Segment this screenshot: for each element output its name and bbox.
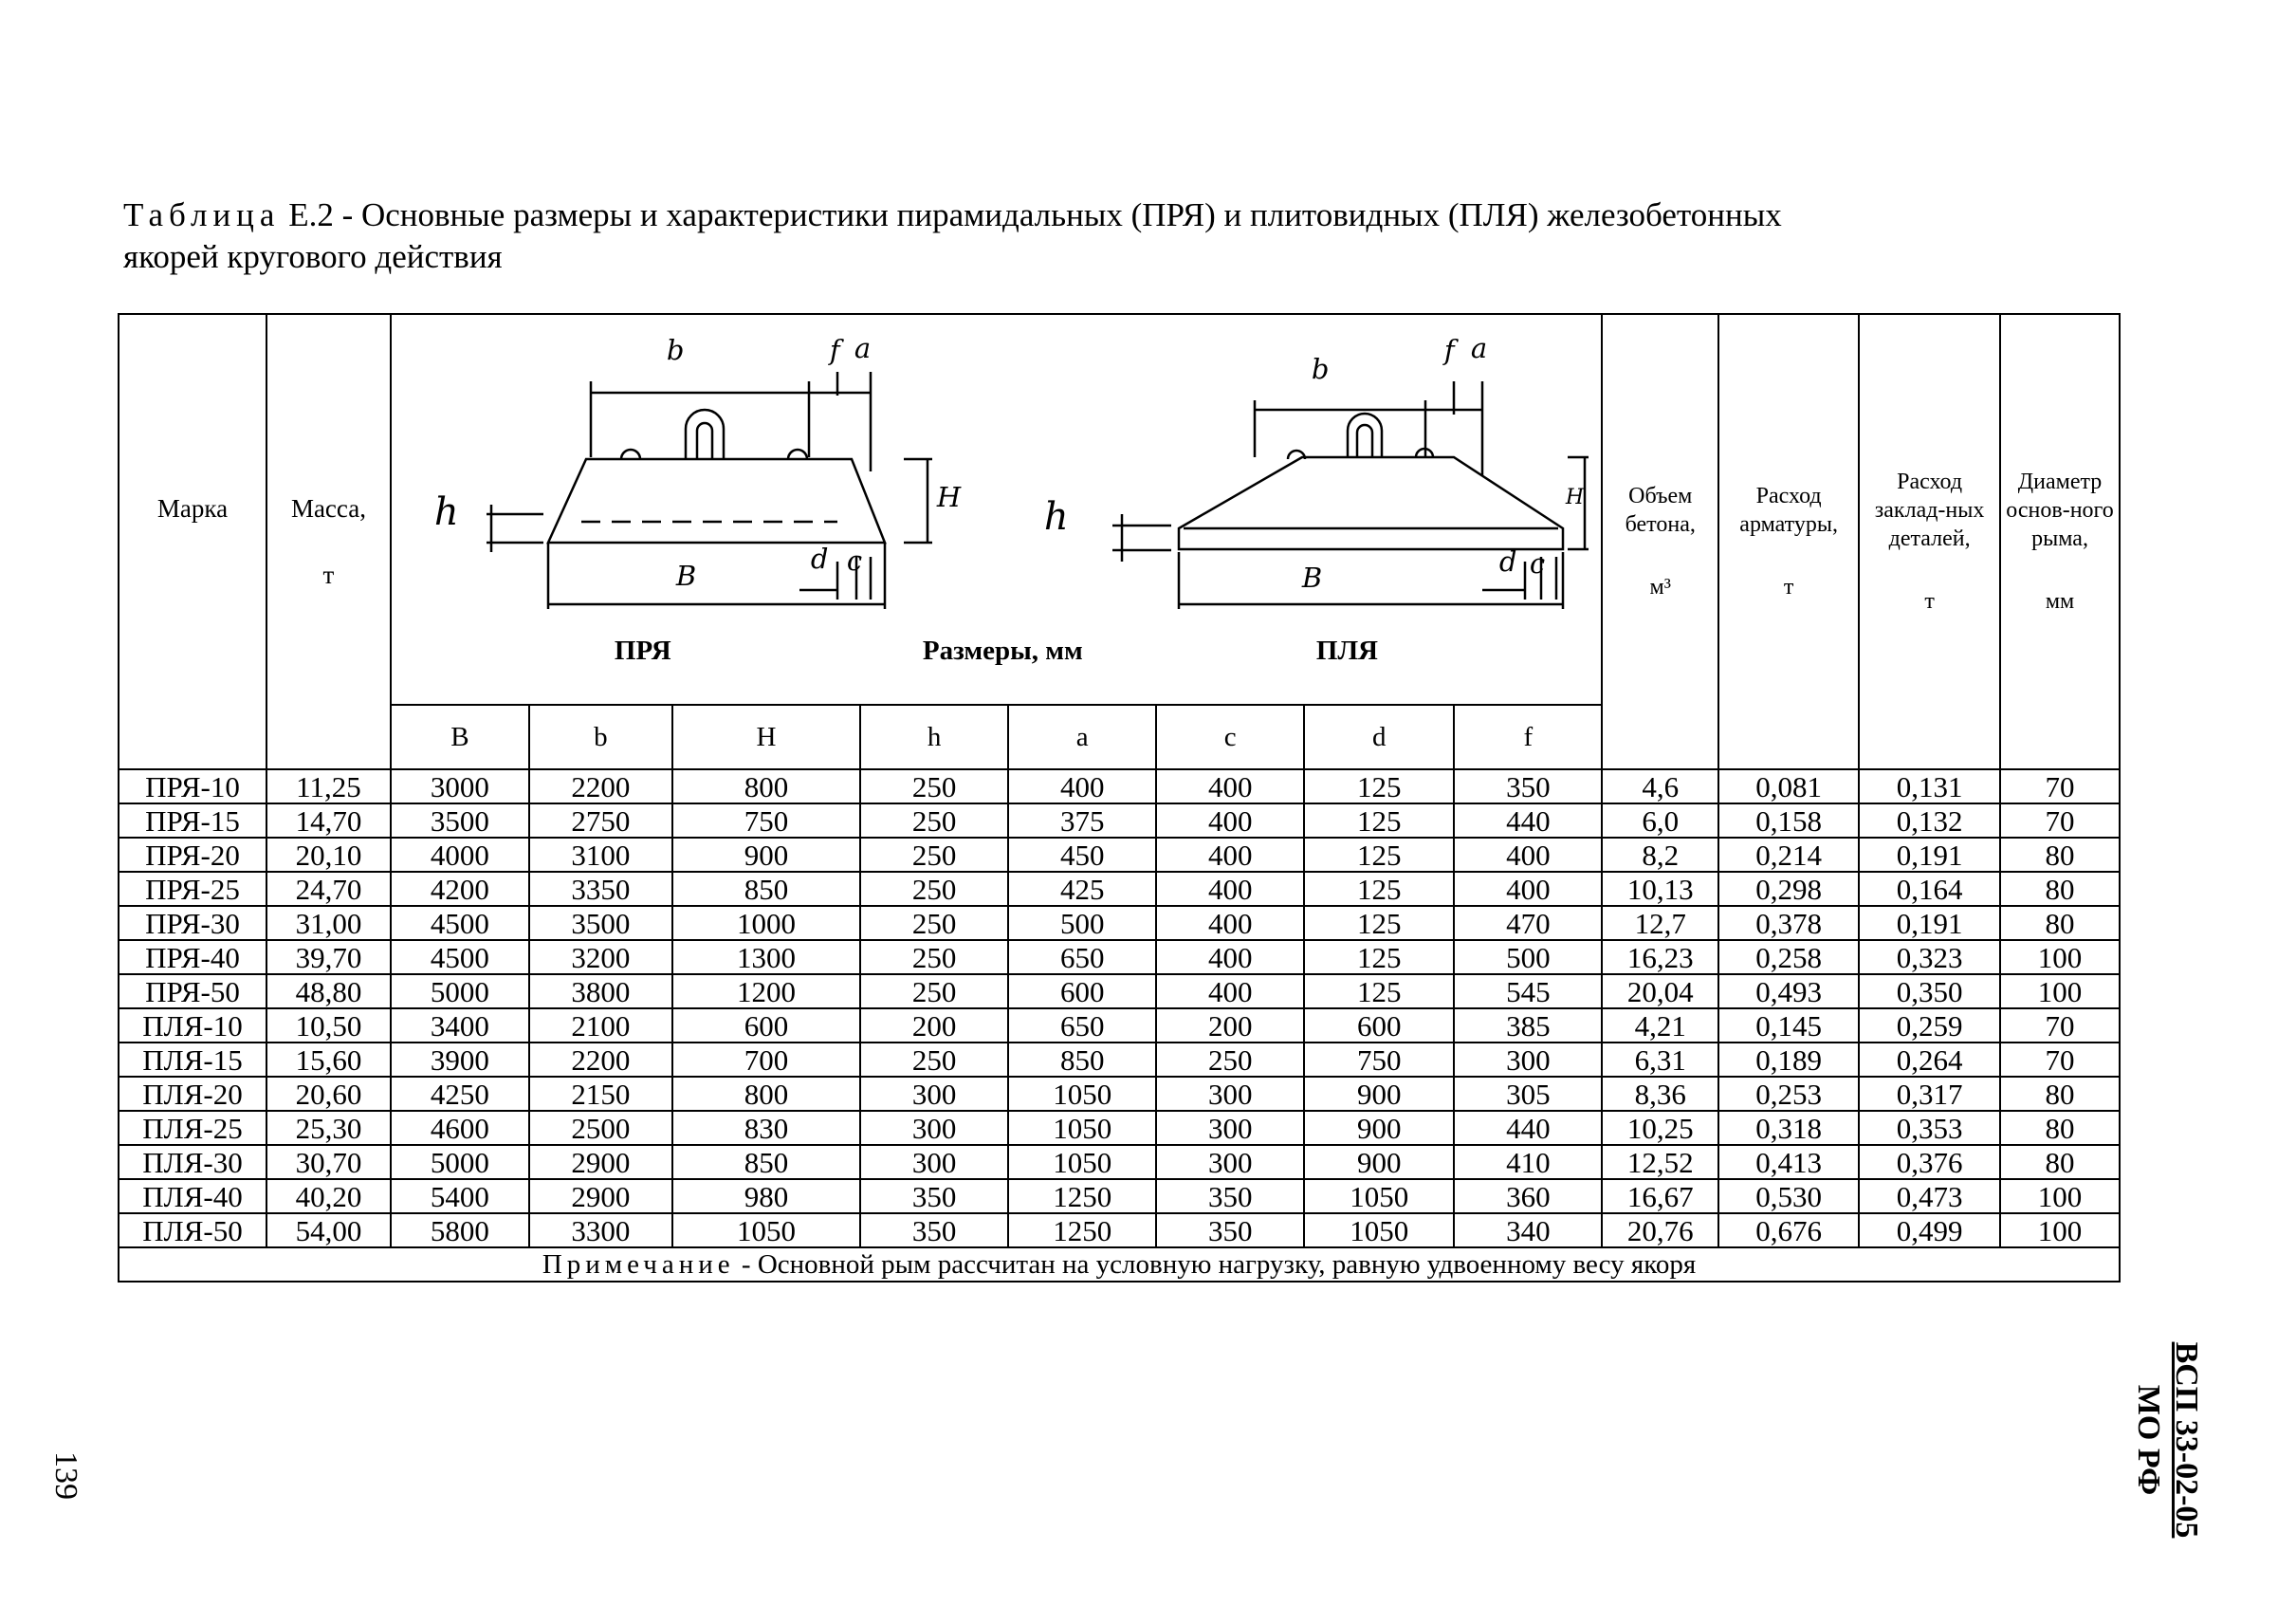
table-cell: 800	[672, 769, 860, 803]
table-cell: 3900	[391, 1043, 529, 1077]
table-cell: 450	[1008, 838, 1156, 872]
header-massa-unit: т	[322, 561, 335, 589]
header-diameter-unit: мм	[2045, 589, 2075, 614]
table-cell: 400	[1008, 769, 1156, 803]
table-cell: 80	[2000, 872, 2120, 906]
table-cell: 2750	[529, 803, 672, 838]
table-cell: 12,52	[1602, 1145, 1718, 1179]
table-cell: 1050	[1008, 1145, 1156, 1179]
header-razmery: Размеры, мм	[922, 636, 1083, 666]
row-mark-cell: ПЛЯ-30	[119, 1145, 266, 1179]
table-cell: 500	[1008, 906, 1156, 940]
table-cell: 125	[1304, 974, 1454, 1008]
table-cell: 250	[860, 1043, 1008, 1077]
table-cell: 360	[1454, 1179, 1602, 1213]
table-cell: 5400	[391, 1179, 529, 1213]
table-cell: 0,298	[1718, 872, 1859, 906]
table-cell: 54,00	[266, 1213, 391, 1247]
table-cell: 0,318	[1718, 1111, 1859, 1145]
table-cell: 39,70	[266, 940, 391, 974]
table-cell: 350	[860, 1179, 1008, 1213]
table-cell: 100	[2000, 974, 2120, 1008]
row-mark-cell: ПРЯ-30	[119, 906, 266, 940]
table-cell: 3350	[529, 872, 672, 906]
table-cell: 125	[1304, 769, 1454, 803]
table-cell: 440	[1454, 803, 1602, 838]
table-cell: 400	[1156, 940, 1304, 974]
prya-body	[548, 459, 885, 543]
table-cell: 3500	[391, 803, 529, 838]
table-cell: 600	[1304, 1008, 1454, 1043]
table-cell: 100	[2000, 1213, 2120, 1247]
table-cell: 440	[1454, 1111, 1602, 1145]
table-cell: 2900	[529, 1179, 672, 1213]
table-cell: 80	[2000, 1145, 2120, 1179]
table-cell: 300	[1156, 1145, 1304, 1179]
table-cell: 125	[1304, 838, 1454, 872]
table-cell: 2500	[529, 1111, 672, 1145]
table-caption	[123, 194, 2134, 278]
table-cell: 4000	[391, 838, 529, 872]
table-body	[119, 769, 2120, 1247]
table-cell: 1250	[1008, 1213, 1156, 1247]
table-cell: 0,258	[1718, 940, 1859, 974]
table-cell: 385	[1454, 1008, 1602, 1043]
prya-label-B: B	[675, 560, 697, 592]
dimension-diagrams	[391, 314, 1602, 705]
row-mark-cell: ПЛЯ-50	[119, 1213, 266, 1247]
table-cell: 5800	[391, 1213, 529, 1247]
table-cell: 600	[672, 1008, 860, 1043]
row-mark-cell: ПЛЯ-20	[119, 1077, 266, 1111]
table-cell: 2200	[529, 769, 672, 803]
row-mark-cell: ПЛЯ-10	[119, 1008, 266, 1043]
row-mark-cell: ПРЯ-15	[119, 803, 266, 838]
table-cell: 0,493	[1718, 974, 1859, 1008]
table-cell: 70	[2000, 1043, 2120, 1077]
table-cell: 0,191	[1859, 838, 2000, 872]
header-massa: Масса, т	[266, 314, 391, 769]
table-cell: 800	[672, 1077, 860, 1111]
table-row	[119, 803, 2120, 838]
table-cell: 16,67	[1602, 1179, 1718, 1213]
table-cell: 0,676	[1718, 1213, 1859, 1247]
table-cell: 0,189	[1718, 1043, 1859, 1077]
table-cell: 0,158	[1718, 803, 1859, 838]
plya-label-b: b	[1311, 353, 1330, 385]
table-cell: 980	[672, 1179, 860, 1213]
caption-text: Е.2 - Основные размеры и характеристики пирамидальных (ПРЯ) и плитовидных (ПЛЯ) железобетонных	[280, 196, 1782, 233]
plya-label-H: H	[1565, 486, 1585, 509]
table-cell: 30,70	[266, 1145, 391, 1179]
note-lead: Примечание	[542, 1248, 735, 1280]
table-cell: 300	[860, 1077, 1008, 1111]
table-cell: 0,264	[1859, 1043, 2000, 1077]
table-row	[119, 1213, 2120, 1247]
prya-label-b: b	[666, 334, 685, 366]
header-embedded: Расход заклад-ных деталей, т	[1859, 314, 2000, 769]
table-cell: 300	[860, 1111, 1008, 1145]
table-cell: 16,23	[1602, 940, 1718, 974]
document-code-line2: МО РФ	[2131, 1384, 2166, 1496]
table-cell: 500	[1454, 940, 1602, 974]
table-cell: 2200	[529, 1043, 672, 1077]
table-cell: 4500	[391, 906, 529, 940]
table-row	[119, 838, 2120, 872]
row-mark-cell: ПРЯ-20	[119, 838, 266, 872]
table-cell: 400	[1454, 838, 1602, 872]
table-cell: 400	[1156, 838, 1304, 872]
table-cell: 1300	[672, 940, 860, 974]
table-cell: 305	[1454, 1077, 1602, 1111]
table-cell: 31,00	[266, 906, 391, 940]
dim-header-f: f	[1454, 705, 1602, 769]
table-cell: 80	[2000, 838, 2120, 872]
table-cell: 12,7	[1602, 906, 1718, 940]
table-cell: 125	[1304, 940, 1454, 974]
table-cell: 250	[860, 803, 1008, 838]
table-cell: 15,60	[266, 1043, 391, 1077]
table-cell: 200	[860, 1008, 1008, 1043]
table-cell: 125	[1304, 803, 1454, 838]
table-cell: 0,214	[1718, 838, 1859, 872]
table-cell: 1050	[672, 1213, 860, 1247]
table-cell: 5000	[391, 974, 529, 1008]
table-cell: 830	[672, 1111, 860, 1145]
table-cell: 3000	[391, 769, 529, 803]
header-diameter: Диаметр основ-ного рыма, мм	[2000, 314, 2120, 769]
table-cell: 750	[1304, 1043, 1454, 1077]
table-cell: 4500	[391, 940, 529, 974]
page-number: 139	[48, 1451, 83, 1500]
plya-label-f: f	[1443, 334, 1455, 366]
table-cell: 40,20	[266, 1179, 391, 1213]
caption-text-line2: якорей кругового действия	[123, 238, 503, 275]
prya-ring	[686, 410, 724, 459]
table-cell: 5000	[391, 1145, 529, 1179]
table-cell: 3800	[529, 974, 672, 1008]
table-cell: 900	[672, 838, 860, 872]
prya-lug-left	[621, 450, 640, 459]
table-cell: 350	[1156, 1213, 1304, 1247]
table-cell: 650	[1008, 940, 1156, 974]
table-cell: 250	[1156, 1043, 1304, 1077]
table-cell: 545	[1454, 974, 1602, 1008]
plya-dim-h	[1112, 514, 1171, 562]
anchors-table	[118, 313, 2121, 1283]
plya-dim-dc	[1482, 557, 1556, 600]
dim-header-h: h	[860, 705, 1008, 769]
prya-lug-right	[788, 450, 807, 459]
table-cell: 850	[672, 872, 860, 906]
table-cell: 14,70	[266, 803, 391, 838]
table-cell: 0,131	[1859, 769, 2000, 803]
table-cell: 0,473	[1859, 1179, 2000, 1213]
table-cell: 0,132	[1859, 803, 2000, 838]
table-cell: 8,36	[1602, 1077, 1718, 1111]
table-cell: 2900	[529, 1145, 672, 1179]
document-code	[2110, 1260, 2205, 1620]
table-cell: 0,323	[1859, 940, 2000, 974]
plya-body	[1179, 457, 1563, 549]
plya-label-B: B	[1301, 562, 1323, 594]
table-cell: 3200	[529, 940, 672, 974]
prya-dim-h	[487, 505, 543, 552]
table-cell: 250	[860, 769, 1008, 803]
table-row	[119, 1008, 2120, 1043]
table-cell: 900	[1304, 1145, 1454, 1179]
table-cell: 2100	[529, 1008, 672, 1043]
table-cell: 48,80	[266, 974, 391, 1008]
header-embedded-unit: т	[1924, 589, 1935, 614]
table-cell: 25,30	[266, 1111, 391, 1145]
table-cell: 650	[1008, 1008, 1156, 1043]
table-row	[119, 1111, 2120, 1145]
table-cell: 300	[1156, 1111, 1304, 1145]
table-cell: 70	[2000, 1008, 2120, 1043]
table-cell: 1200	[672, 974, 860, 1008]
table-cell: 375	[1008, 803, 1156, 838]
table-cell: 250	[860, 906, 1008, 940]
table-cell: 80	[2000, 1111, 2120, 1145]
table-cell: 1000	[672, 906, 860, 940]
table-cell: 4250	[391, 1077, 529, 1111]
dim-header-H: H	[672, 705, 860, 769]
table-cell: 3500	[529, 906, 672, 940]
table-cell: 20,04	[1602, 974, 1718, 1008]
table-row	[119, 1043, 2120, 1077]
prya-dim-H	[904, 459, 932, 543]
prya-label: ПРЯ	[614, 636, 671, 666]
table-cell: 410	[1454, 1145, 1602, 1179]
table-cell: 0,145	[1718, 1008, 1859, 1043]
table-cell: 0,413	[1718, 1145, 1859, 1179]
table-cell: 250	[860, 838, 1008, 872]
table-cell: 0,350	[1859, 974, 2000, 1008]
table-cell: 4,21	[1602, 1008, 1718, 1043]
table-cell: 1050	[1008, 1077, 1156, 1111]
table-cell: 400	[1156, 872, 1304, 906]
table-cell: 300	[1454, 1043, 1602, 1077]
table-cell: 0,317	[1859, 1077, 2000, 1111]
table-cell: 1050	[1304, 1213, 1454, 1247]
table-cell: 3300	[529, 1213, 672, 1247]
table-cell: 400	[1156, 906, 1304, 940]
table-cell: 10,13	[1602, 872, 1718, 906]
row-mark-cell: ПЛЯ-15	[119, 1043, 266, 1077]
prya-label-f: f	[829, 334, 840, 366]
table-cell: 900	[1304, 1111, 1454, 1145]
plya-label-h: h	[1043, 495, 1069, 539]
prya-dim-fa	[809, 372, 871, 471]
table-row	[119, 906, 2120, 940]
row-mark-cell: ПРЯ-25	[119, 872, 266, 906]
dim-header-a: a	[1008, 705, 1156, 769]
header-rebar-unit: т	[1783, 575, 1794, 600]
table-cell: 600	[1008, 974, 1156, 1008]
table-cell: 340	[1454, 1213, 1602, 1247]
table-cell: 350	[860, 1213, 1008, 1247]
table-cell: 250	[860, 940, 1008, 974]
table-cell: 300	[860, 1145, 1008, 1179]
table-cell: 20,10	[266, 838, 391, 872]
table-cell: 350	[1156, 1179, 1304, 1213]
table-cell: 1050	[1008, 1111, 1156, 1145]
table-cell: 0,376	[1859, 1145, 2000, 1179]
plya-dim-b	[1255, 400, 1425, 457]
prya-label-H: H	[936, 481, 962, 513]
prya-label-d: d	[810, 543, 829, 575]
table-cell: 80	[2000, 906, 2120, 940]
table-cell: 850	[672, 1145, 860, 1179]
plya-label-a: a	[1470, 332, 1488, 364]
table-cell: 0,253	[1718, 1077, 1859, 1111]
dim-header-B: B	[391, 705, 529, 769]
prya-label-h: h	[433, 490, 459, 534]
table-cell: 200	[1156, 1008, 1304, 1043]
header-marka: Марка	[119, 314, 266, 769]
table-cell: 0,164	[1859, 872, 2000, 906]
table-cell: 400	[1156, 803, 1304, 838]
table-cell: 700	[672, 1043, 860, 1077]
table-row	[119, 974, 2120, 1008]
table-cell: 425	[1008, 872, 1156, 906]
table-cell: 10,50	[266, 1008, 391, 1043]
table-cell: 900	[1304, 1077, 1454, 1111]
table-cell: 11,25	[266, 769, 391, 803]
row-mark-cell: ПРЯ-40	[119, 940, 266, 974]
table-cell: 400	[1156, 769, 1304, 803]
dim-header-b: b	[529, 705, 672, 769]
table-cell: 70	[2000, 769, 2120, 803]
table-cell: 3100	[529, 838, 672, 872]
table-cell: 6,0	[1602, 803, 1718, 838]
row-mark-cell: ПЛЯ-40	[119, 1179, 266, 1213]
table-cell: 20,60	[266, 1077, 391, 1111]
table-cell: 80	[2000, 1077, 2120, 1111]
plya-label: ПЛЯ	[1315, 636, 1378, 666]
table-cell: 100	[2000, 940, 2120, 974]
prya-dim-B	[548, 543, 885, 609]
table-cell: 850	[1008, 1043, 1156, 1077]
dim-header-d: d	[1304, 705, 1454, 769]
table-cell: 1050	[1304, 1179, 1454, 1213]
table-row	[119, 940, 2120, 974]
table-cell: 0,191	[1859, 906, 2000, 940]
table-row	[119, 769, 2120, 803]
table-cell: 8,2	[1602, 838, 1718, 872]
table-cell: 70	[2000, 803, 2120, 838]
table-cell: 1250	[1008, 1179, 1156, 1213]
table-cell: 0,499	[1859, 1213, 2000, 1247]
plya-label-d: d	[1498, 545, 1517, 578]
table-cell: 750	[672, 803, 860, 838]
prya-label-c: c	[846, 544, 863, 577]
header-volume: Объем бетона, м³	[1602, 314, 1718, 769]
table-cell: 400	[1454, 872, 1602, 906]
table-cell: 0,378	[1718, 906, 1859, 940]
header-volume-unit: м³	[1649, 575, 1671, 600]
table-cell: 100	[2000, 1179, 2120, 1213]
note-text: - Основной рым рассчитан на условную нагрузку, равную удвоенному весу якоря	[734, 1248, 1697, 1280]
table-cell: 0,081	[1718, 769, 1859, 803]
table-row	[119, 872, 2120, 906]
table-cell: 400	[1156, 974, 1304, 1008]
table-cell: 300	[1156, 1077, 1304, 1111]
table-cell: 4,6	[1602, 769, 1718, 803]
prya-dim-b	[591, 381, 809, 457]
table-cell: 0,259	[1859, 1008, 2000, 1043]
table-cell: 125	[1304, 872, 1454, 906]
table-cell: 20,76	[1602, 1213, 1718, 1247]
table-cell: 2150	[529, 1077, 672, 1111]
plya-label-c: c	[1529, 547, 1546, 580]
table-cell: 350	[1454, 769, 1602, 803]
header-rebar: Расход арматуры, т	[1718, 314, 1859, 769]
row-mark-cell: ПРЯ-50	[119, 974, 266, 1008]
table-cell: 4200	[391, 872, 529, 906]
prya-label-a: a	[854, 332, 872, 364]
table-cell: 250	[860, 872, 1008, 906]
dim-header-c: c	[1156, 705, 1304, 769]
table-cell: 4600	[391, 1111, 529, 1145]
caption-lead: Таблица	[123, 196, 281, 233]
plya-ring	[1348, 414, 1382, 457]
table-cell: 250	[860, 974, 1008, 1008]
table-cell: 6,31	[1602, 1043, 1718, 1077]
table-cell: 125	[1304, 906, 1454, 940]
table-cell: 10,25	[1602, 1111, 1718, 1145]
table-note	[119, 1247, 2120, 1282]
table-cell: 0,530	[1718, 1179, 1859, 1213]
table-cell: 24,70	[266, 872, 391, 906]
table-row	[119, 1145, 2120, 1179]
row-mark-cell: ПРЯ-10	[119, 769, 266, 803]
table-cell: 0,353	[1859, 1111, 2000, 1145]
table-row	[119, 1179, 2120, 1213]
row-mark-cell: ПЛЯ-25	[119, 1111, 266, 1145]
plya-dim-fa	[1425, 381, 1482, 476]
document-code-line1: ВСП 33-02-05	[2169, 1341, 2204, 1539]
table-cell: 3400	[391, 1008, 529, 1043]
table-cell: 470	[1454, 906, 1602, 940]
table-row	[119, 1077, 2120, 1111]
